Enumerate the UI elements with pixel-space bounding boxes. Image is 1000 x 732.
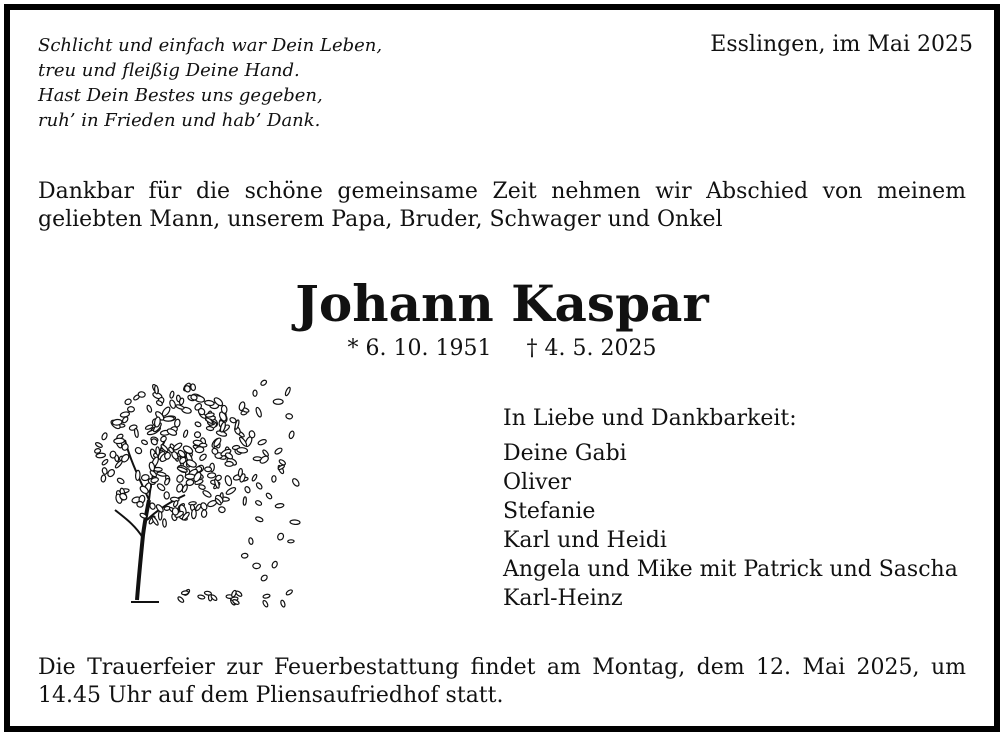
mourners-list — [503, 404, 958, 613]
life-dates — [10, 336, 994, 361]
mourner-name: Oliver — [503, 470, 572, 495]
mourners-heading: In Liebe und Dankbarkeit: — [503, 406, 797, 431]
birth-date: * 6. 10. 1951 — [347, 336, 492, 361]
mourner-name: Stefanie — [503, 499, 596, 524]
poem-line: ruh’ in Frieden und hab’ Dank. — [38, 110, 321, 131]
place-date: Esslingen, im Mai 2025 — [710, 32, 973, 57]
deceased-name: Johann Kaspar — [295, 274, 709, 333]
windblown-tree-icon — [85, 360, 305, 610]
funeral-notice: Die Trauerfeier zur Feuerbestattung findet am Montag, dem 12. Mai 2025, um 14.45 Uhr auf dem Pliensaufriedhof statt. — [38, 655, 966, 708]
mourner-name: Karl-Heinz — [503, 586, 623, 611]
mourner-name: Deine Gabi — [503, 441, 627, 466]
death-date: † 4. 5. 2025 — [526, 336, 657, 361]
obituary-frame — [4, 4, 1000, 732]
intro-text: Dankbar für die schöne gemeinsame Zeit nehmen wir Abschied von meinem geliebten Mann, unserem Papa, Bruder, Schwager und Onkel — [38, 179, 966, 232]
poem-line: Hast Dein Bestes uns gegeben, — [38, 85, 323, 106]
poem — [38, 33, 382, 133]
poem-line: Schlicht und einfach war Dein Leben, — [38, 35, 383, 56]
mourner-name: Karl und Heidi — [503, 528, 667, 553]
poem-line: treu und fleißig Deine Hand. — [38, 60, 300, 81]
mourner-name: Angela und Mike mit Patrick und Sascha — [503, 557, 958, 582]
